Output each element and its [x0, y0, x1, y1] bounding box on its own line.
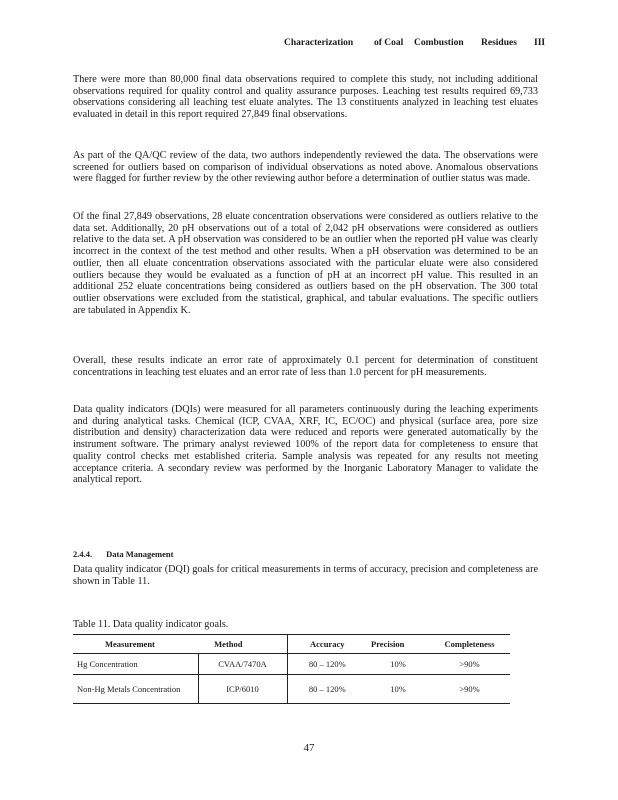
- table-cell: ICP/6010: [198, 675, 287, 704]
- table-cell: Non-Hg Metals Concentration: [73, 675, 198, 704]
- table-caption: Table 11. Data quality indicator goals.: [73, 619, 229, 630]
- paragraph-error-rate: Overall, these results indicate an error rate of approximately 0.1 percent for determination of constituent concentrations in leaching test eluates and an error rate of less than 1.0 percent for pH measurements.: [73, 355, 538, 378]
- running-header: [0, 38, 618, 52]
- table-cell: 80 – 120%: [287, 654, 367, 675]
- column-header: Measurement: [105, 639, 155, 649]
- column-header: Accuracy: [310, 639, 345, 649]
- header-word: Residues: [481, 38, 517, 48]
- header-word: Characterization: [284, 38, 354, 48]
- paragraph-observations: There were more than 80,000 final data observations required to complete this study, not including additional observations required for quality control and quality assurance purposes. Leaching test results required 69,733 observations considering all leaching test eluate analytes. The 13 constituents analyzed in leaching test eluates evaluated in detail in this report required 27,849 final observations.: [73, 74, 538, 121]
- paragraph-dqi: Data quality indicators (DQIs) were measured for all parameters continuously during the leaching experiments and during analytical tasks. Chemical (ICP, CVAA, XRF, IC, EC/OC) and physical (surface area, pore size distribution and density) characterization data were reduced and reports were generated automatically by the instrument software. The primary analyst reviewed 100% of the report data for completeness to ensure that quality control checks met established criteria. Sample analysis was repeated for any results not meeting acceptance criteria. A secondary review was performed by the Inorganic Laboratory Manager to validate the analytical report.: [73, 404, 538, 486]
- dqi-goals-table: [73, 634, 510, 704]
- table-cell: CVAA/7470A: [198, 654, 287, 675]
- table-row: [73, 654, 510, 675]
- section-heading: [73, 549, 187, 559]
- table-row: [73, 675, 510, 704]
- section-title: Data Management: [106, 549, 174, 559]
- header-word: Combustion: [414, 38, 464, 48]
- header-word: III: [534, 38, 546, 48]
- paragraph-outliers: Of the final 27,849 observations, 28 eluate concentration observations were considered as outliers relative to the data set. Additionally, 20 pH observations out of a total of 2,042 pH observations were considered as outliers relative to the data set. A pH observation was considered to be an outlier when the reported pH value was clearly incorrect in the context of the test method and other results. When a pH observation was determined to be an outlier, then all eluate concentration observations associated with the particular eluate were also considered outliers because they would be evaluated as a function of pH at an incorrect pH value. This resulted in an additional 252 eluate concentrations being considered as outliers based on the pH observation. The 300 total outlier observations were excluded from the statistical, graphical, and tabular evaluations. The specific outliers are tabulated in Appendix K.: [73, 211, 538, 316]
- column-header: Precision: [371, 639, 405, 649]
- table-cell: >90%: [429, 675, 510, 704]
- header-word: of Coal: [374, 38, 404, 48]
- table-header-measurement-method: [73, 635, 287, 654]
- column-header: Method: [214, 639, 243, 649]
- page-number: 47: [303, 742, 315, 754]
- table-cell: 10%: [367, 675, 429, 704]
- table-cell: Hg Concentration: [73, 654, 198, 675]
- table-cell: 80 – 120%: [287, 675, 367, 704]
- column-header: Completeness: [444, 639, 495, 649]
- table-cell: 10%: [367, 654, 429, 675]
- table-header-row: [73, 635, 510, 654]
- section-number: 2.4.4.: [73, 549, 93, 559]
- table-cell: >90%: [429, 654, 510, 675]
- paragraph-qaqc-review: As part of the QA/QC review of the data, two authors independently reviewed the data. The observations were screened for outliers based on comparison of individual observations as noted above. Anomalous observations were flagged for further review by the other reviewing author before a determination of outlier status was made.: [73, 150, 538, 185]
- paragraph-data-management: Data quality indicator (DQI) goals for critical measurements in terms of accuracy, precision and completeness are shown in Table 11.: [73, 564, 538, 587]
